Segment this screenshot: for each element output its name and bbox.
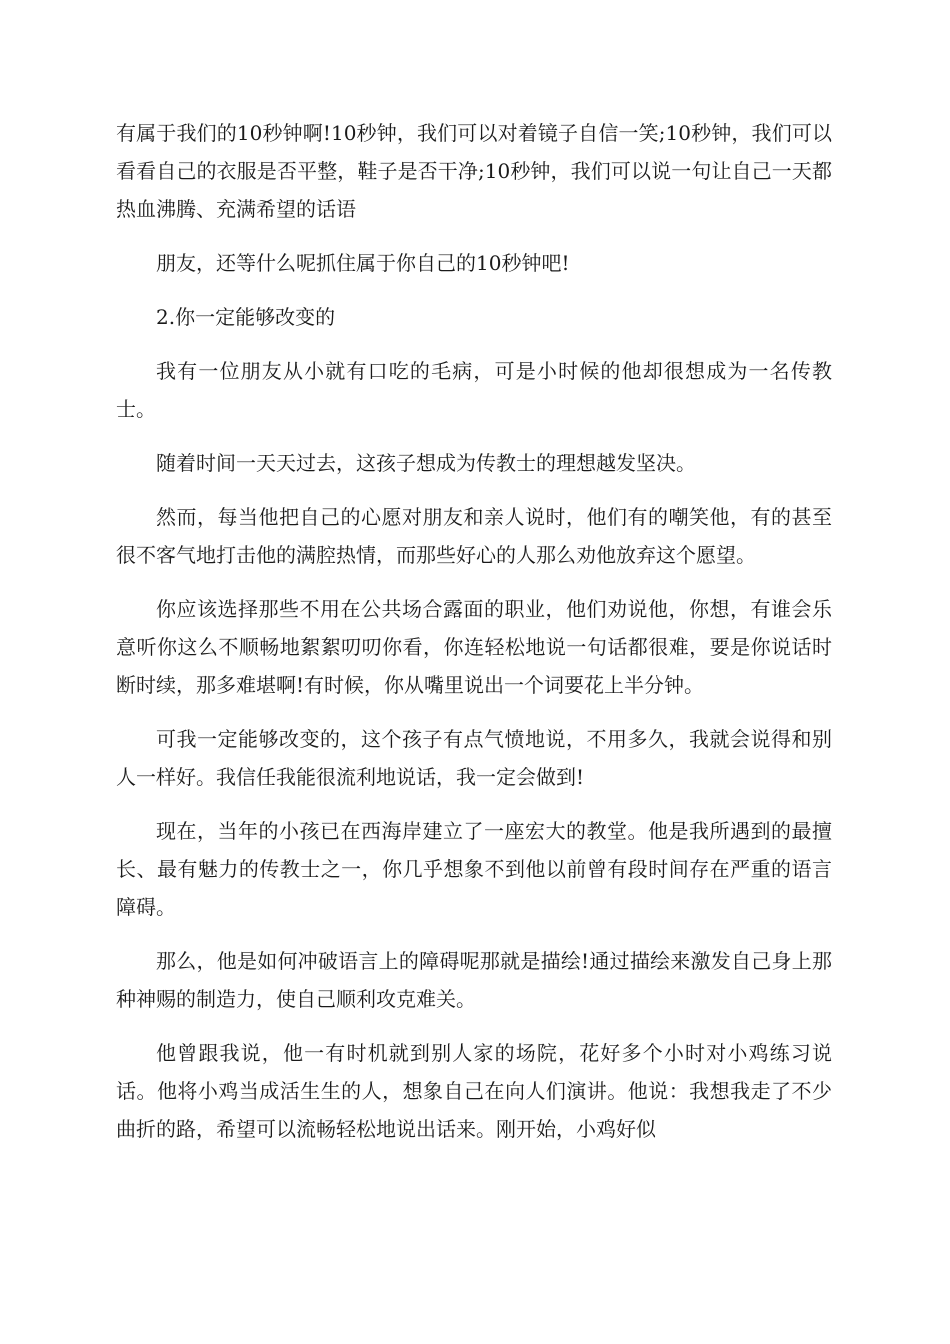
paragraph-8: 现在，当年的小孩已在西海岸建立了一座宏大的教堂。他是我所遇到的最擅长、最有魅力的传教士之一，你几乎想象不到他以前曾有段时间存在严重的语言障碍。	[116, 819, 832, 919]
document-body	[116, 114, 832, 1164]
paragraph-5: 然而，每当他把自己的心愿对朋友和亲人说时，他们有的嘲笑他，有的甚至很不客气地打击他的满腔热情，而那些好心的人那么劝他放弃这个愿望。	[116, 505, 832, 567]
paragraph-7: 可我一定能够改变的，这个孩子有点气愤地说，不用多久，我就会说得和别人一样好。我信任我能很流利地说话，我一定会做到!	[116, 727, 832, 789]
paragraph-6: 你应该选择那些不用在公共场合露面的职业，他们劝说他，你想，有谁会乐意听你这么不顺畅地絮絮叨叨你看，你连轻松地说一句话都很难，要是你说话时断时续，那多难堪啊!有时候，你从嘴里说出一个词要花上半分钟。	[116, 597, 832, 697]
paragraph-1: 有属于我们的10秒钟啊!10秒钟，我们可以对着镜子自信一笑;10秒钟，我们可以看看自己的衣服是否平整，鞋子是否干净;10秒钟，我们可以说一句让自己一天都热血沸腾、充满希望的话语	[116, 121, 832, 221]
paragraph-9: 那么，他是如何冲破语言上的障碍呢那就是描绘!通过描绘来激发自己身上那种神赐的制造力，使自己顺利攻克难关。	[116, 949, 832, 1011]
section-heading: 2.你一定能够改变的	[156, 305, 336, 329]
paragraph-2: 朋友，还等什么呢抓住属于你自己的10秒钟吧!	[156, 251, 570, 275]
paragraph-3: 我有一位朋友从小就有口吃的毛病，可是小时候的他却很想成为一名传教士。	[116, 359, 832, 421]
paragraph-4: 随着时间一天天过去，这孩子想成为传教士的理想越发坚决。	[156, 451, 696, 475]
paragraph-10: 他曾跟我说，他一有时机就到别人家的场院，花好多个小时对小鸡练习说话。他将小鸡当成活生生的人，想象自己在向人们演讲。他说：我想我走了不少曲折的路，希望可以流畅轻松地说出话来。刚开始，小鸡好似	[116, 1041, 832, 1141]
